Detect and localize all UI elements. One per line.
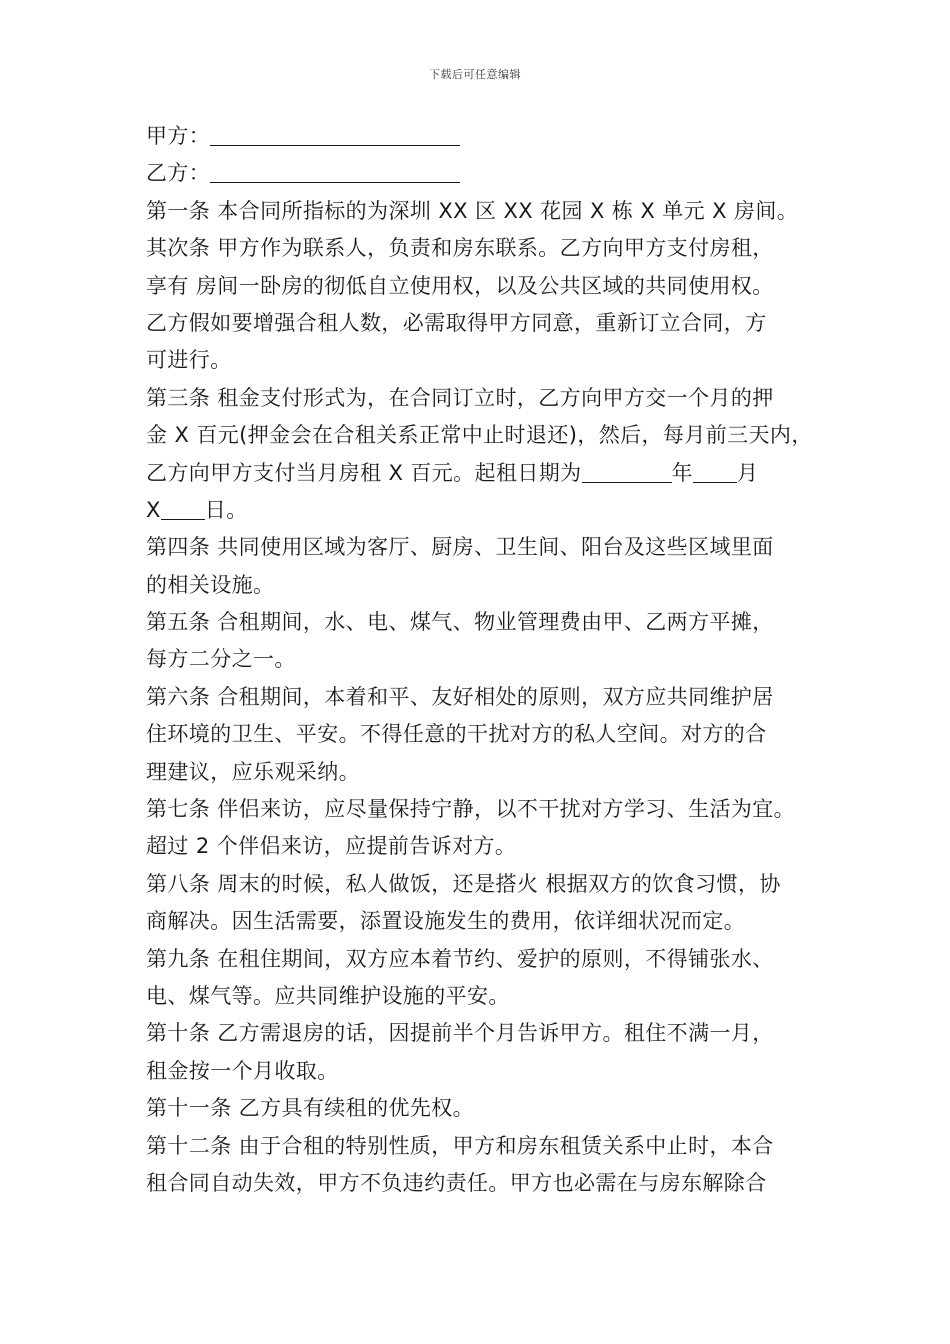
clause-line: 理建议，应乐观采纳。 [146, 759, 360, 784]
clause-line: 第九条 在租住期间，双方应本着节约、爱护的原则，不得铺张水、 [146, 946, 774, 971]
year-unit: 年 [671, 460, 693, 485]
clause-line: 乙方假如要增强合租人数，必需取得甲方同意，重新订立合同，方 [146, 310, 767, 335]
clause-line: 第三条 租金支付形式为，在合同订立时，乙方向甲方交一个月的押 [146, 385, 774, 410]
clause-line: 金 X 百元(押金会在合租关系正常中止时退还)，然后，每月前三天内， [146, 423, 813, 448]
clause-line: 第一条 本合同所指标的为深圳 XX 区 XX 花园 X 栋 X 单元 X 房间。 [146, 198, 799, 223]
start-day-blank[interactable] [161, 499, 205, 520]
clause-line: 第十二条 由于合租的特别性质，甲方和房东租赁关系中止时，本合 [146, 1133, 774, 1158]
start-date-line [146, 455, 826, 492]
clause-line: 第七条 伴侣来访，应尽量保持宁静，以不干扰对方学习、生活为宜。 [146, 797, 796, 822]
clause-line: 享有 房间一卧房的彻低自立使用权，以及公共区域的共同使用权。 [146, 273, 774, 298]
clause-line: 第四条 共同使用区域为客厅、厨房、卫生间、阳台及这些区域里面 [146, 535, 774, 560]
clause-line: 可进行。 [146, 348, 232, 373]
clause-line: 第六条 合租期间，本着和平、友好相处的原则，双方应共同维护居 [146, 684, 774, 709]
contract-body [146, 118, 826, 1202]
clause-line: 超过 2 个伴侣来访，应提前告诉对方。 [146, 834, 517, 859]
day-prefix: X [146, 497, 161, 522]
party-a-blank[interactable] [210, 125, 460, 146]
start-month-blank[interactable] [693, 462, 737, 483]
clause-line: 的相关设施。 [146, 572, 275, 597]
party-a-line [146, 118, 826, 155]
party-b-blank[interactable] [210, 162, 460, 183]
party-b-line [146, 155, 826, 192]
clause-line: 租合同自动失效，甲方不负违约责任。甲方也必需在与房东解除合 [146, 1170, 767, 1195]
clause-line: 每方二分之一。 [146, 647, 296, 672]
page-header-note: 下载后可任意编辑 [429, 68, 521, 81]
clause-line: 租金按一个月收取。 [146, 1058, 339, 1083]
start-day-line [146, 492, 826, 529]
clause-line: 其次条 甲方作为联系人，负责和房东联系。乙方向甲方支付房租， [146, 236, 774, 261]
clause-line: 第八条 周末的时候，私人做饭，还是搭火 根据双方的饮食习惯，协 [146, 871, 781, 896]
clause-line: 商解决。因生活需要，添置设施发生的费用，依详细状况而定。 [146, 909, 746, 934]
clause-line: 第十条 乙方需退房的话，因提前半个月告诉甲方。租住不满一月， [146, 1021, 774, 1046]
clause-line: 第十一条 乙方具有续租的优先权。 [146, 1096, 475, 1121]
clause-line: 电、煤气等。应共同维护设施的平安。 [146, 983, 510, 1008]
start-date-text: 乙方向甲方支付当月房租 X 百元。起租日期为 [146, 460, 582, 485]
party-a-label: 甲方： [146, 124, 211, 148]
month-unit: 月 [736, 460, 759, 485]
clause-line: 住环境的卫生、平安。不得任意的干扰对方的私人空间。对方的合 [146, 722, 767, 747]
clause-line: 第五条 合租期间，水、电、煤气、物业管理费由甲、乙两方平摊， [146, 610, 774, 635]
start-year-blank[interactable] [582, 462, 672, 483]
day-unit: 日。 [204, 497, 248, 522]
party-b-label: 乙方： [146, 161, 211, 186]
